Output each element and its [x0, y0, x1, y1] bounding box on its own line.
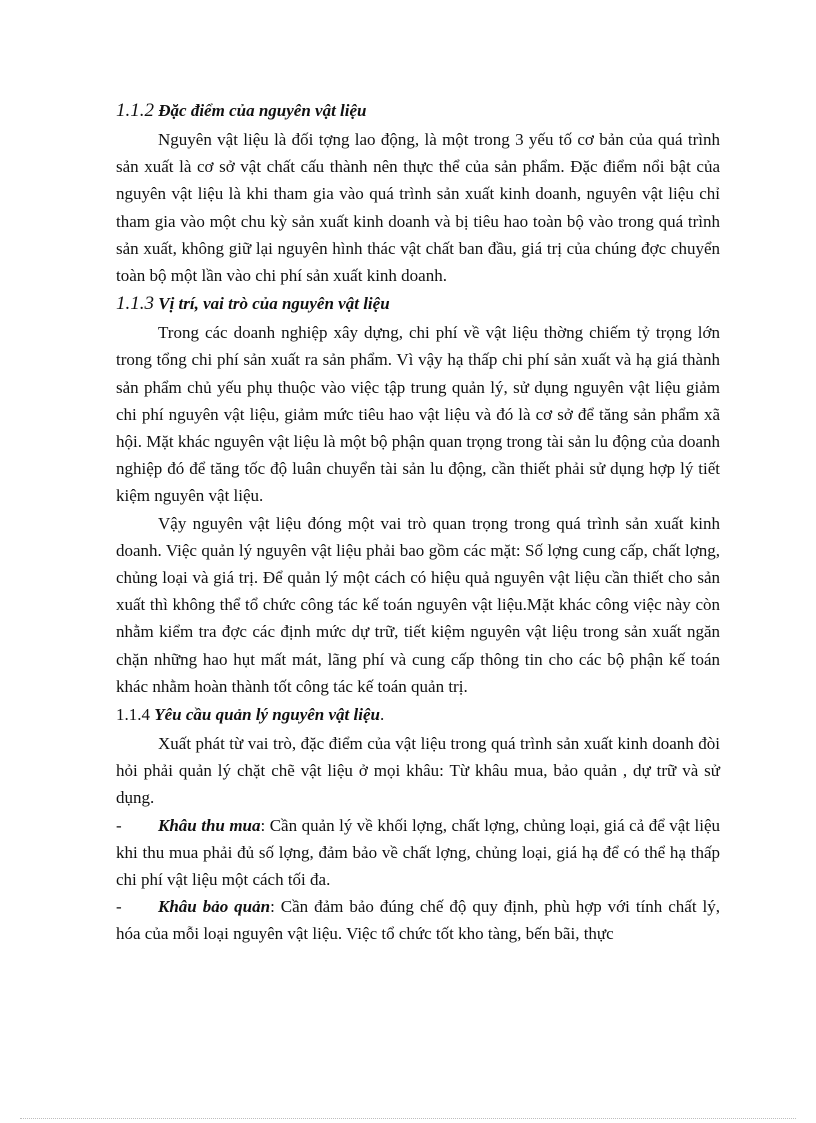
section-number: 1.1.4 [116, 705, 150, 725]
paragraph: Trong các doanh nghiệp xây dựng, chi phí về vật liệu thờng chiếm tỷ trọng lớn trong tổng chi phí sản xuất ra sản phẩm. Vì vậy hạ thấp chi phí sản xuất và hạ giá thành sản phẩm chủ yếu phụ thuộc vào việc tập trung quản lý, sử dụng nguyên vật liệu giảm chi phí nguyên vật liệu, giảm mức tiêu hao vật liệu và đó là cơ sở để tăng sản phẩm xã hội. Mặt khác nguyên vật liệu là một bộ phận quan trọng trong tài sản lu động của doanh nghiệp đó để tăng tốc độ luân chuyển tài sản lu động, cần thiết phải sử dụng hợp lý tiết kiệm nguyên vật liệu. [116, 323, 720, 506]
section-heading-1-1-2 [116, 96, 720, 126]
bullet-dash: - [116, 815, 122, 835]
section-heading-1-1-3 [116, 289, 720, 319]
section-heading-1-1-4 [116, 700, 720, 730]
section-title: Vị trí, vai trò của nguyên vật liệu [158, 294, 390, 314]
bullet-text: : Cần đảm bảo đúng chế độ quy định, phù hợp với tính chất lý, hóa của mỗi loại nguyên vật liệu. Việc tổ chức tốt kho tàng, bến bãi, thực [116, 897, 720, 944]
bullet-text: : Cần quản lý về khối lợng, chất lợng, chủng loại, giá cả để vật liệu khi thu mua phải đủ số lợng, đảm bảo về chất lợng, chủng loại, giá hạ để có thể hạ thấp chi phí vật liệu một cách tối đa. [116, 815, 720, 890]
section-title: Đặc điểm của nguyên vật liệu [158, 101, 367, 120]
section-title: Yêu cầu quản lý nguyên vật liệu [154, 705, 380, 725]
document-page [116, 96, 720, 948]
paragraph: Vậy nguyên vật liệu đóng một vai trò quan trọng trong quá trình sản xuất kinh doanh. Việc quản lý nguyên vật liệu phải bao gồm các mặt: Số lợng cung cấp, chất lợng, chủng loại và giá trị. Để quản lý một cách có hiệu quả nguyên vật liệu cần thiết cho sản xuất thì không thể tổ chức công tác kế toán nguyên vật liệu.Mặt khác công việc này còn nhằm kiểm tra đợc các định mức dự trữ, tiết kiệm nguyên vật liệu trong sản xuất ngăn chặn những hao hụt mất mát, lãng phí và cung cấp thông tin cho các bộ phận kế toán khác nhằm hoàn thành tốt công tác kế toán quản trị. [116, 513, 720, 696]
section-number: 1.1.2 [116, 100, 154, 121]
bullet-term: Khâu bảo quản [158, 897, 271, 917]
section-number: 1.1.3 [116, 293, 154, 315]
section-title-suffix: . [379, 705, 385, 725]
page-bottom-border [20, 1118, 796, 1119]
bullet-term: Khâu thu mua [158, 815, 261, 835]
bullet-item-storage [116, 893, 720, 947]
paragraph: Nguyên vật liệu là đối tợng lao động, là một trong 3 yếu tố cơ bản của quá trình sản xuất là cơ sở vật chất cấu thành nên thực thể của sản phẩm. Đặc điểm nổi bật của nguyên vật liệu là khi tham gia vào quá trình sản xuất kinh doanh, nguyên vật liệu chỉ tham gia vào một chu kỳ sản xuất kinh doanh và bị tiêu hao toàn bộ vào trong quá trình sản xuất, không giữ lại nguyên hình thác vật chất ban đầu, giá trị của chúng đợc chuyển toàn bộ một lần vào chi phí sản xuất kinh doanh. [116, 130, 720, 286]
bullet-dash: - [116, 897, 122, 917]
paragraph: Xuất phát từ vai trò, đặc điểm của vật liệu trong quá trình sản xuất kinh doanh đòi hỏi phải quản lý chặt chẽ vật liệu ở mọi khâu: Từ khâu mua, bảo quản , dự trữ và sử dụng. [116, 734, 720, 808]
bullet-item-purchase [116, 812, 720, 894]
